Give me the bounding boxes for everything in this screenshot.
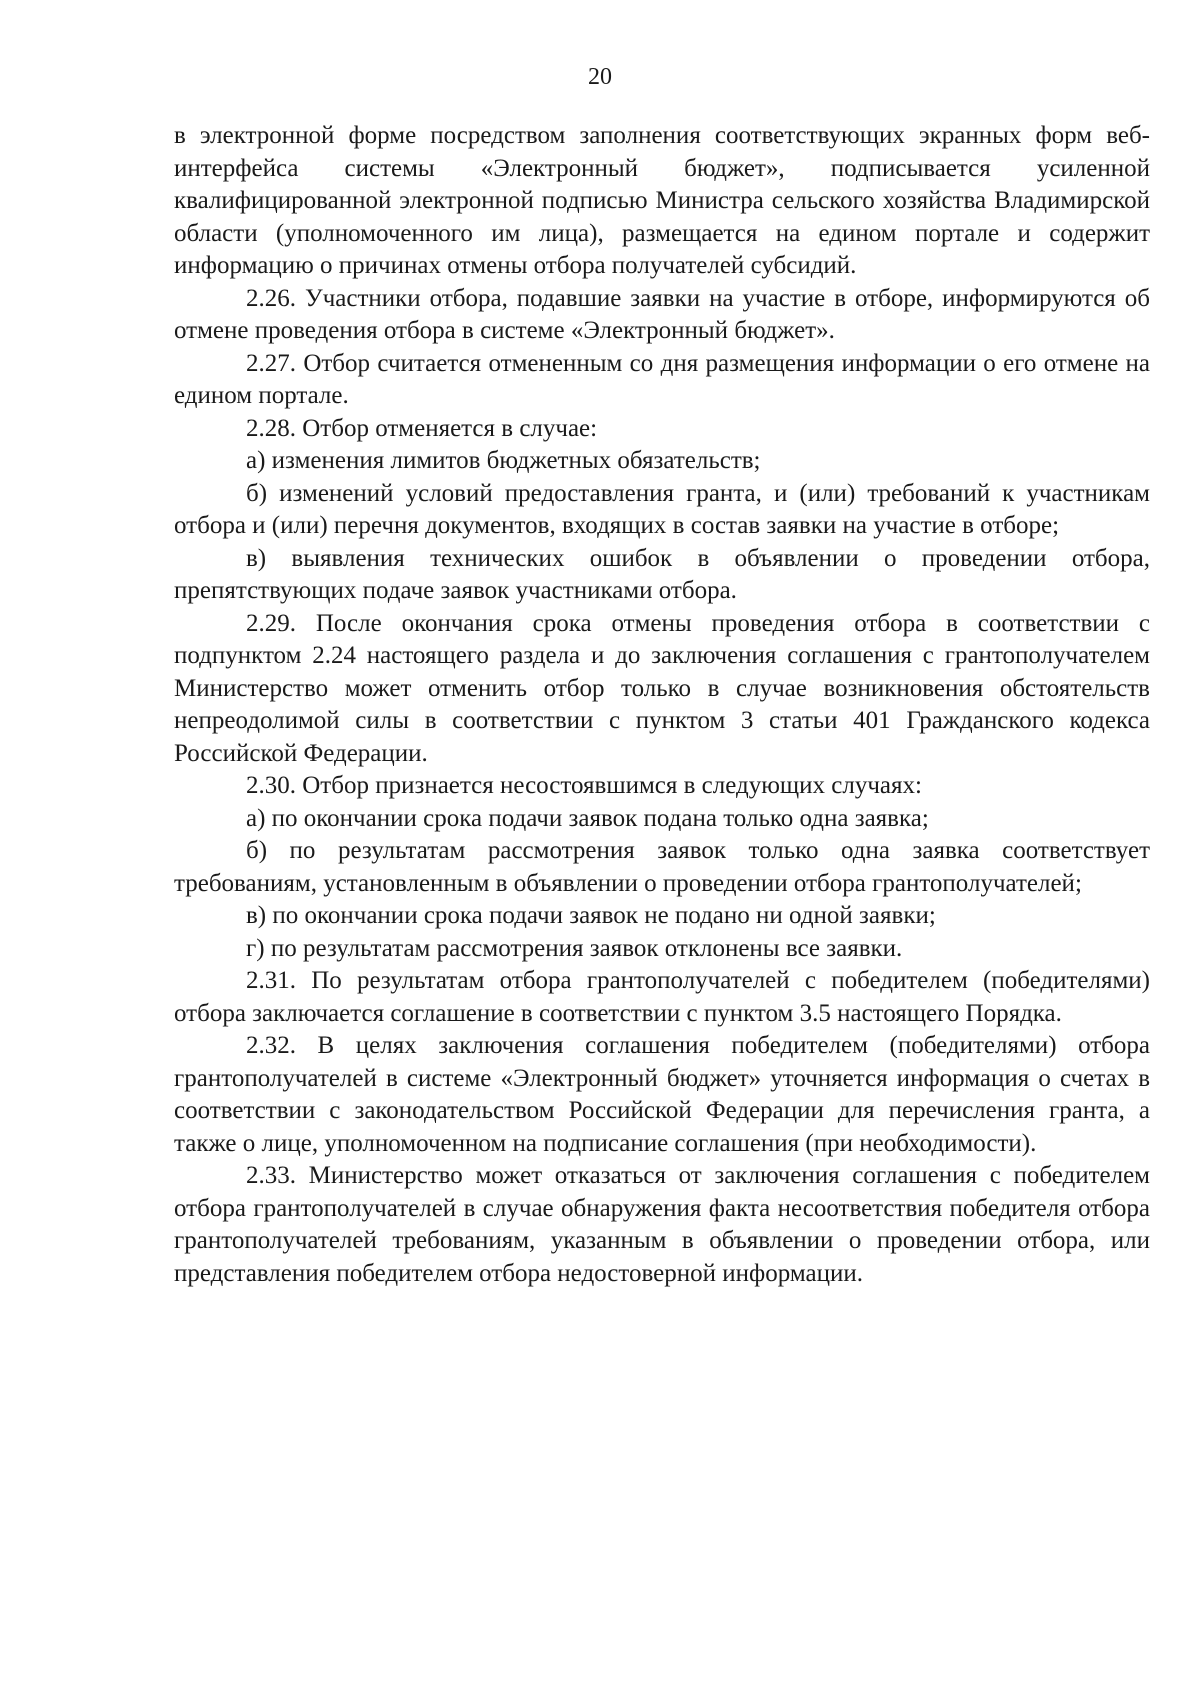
paragraph-2-28-b: б) изменений условий предоставления гранта, и (или) требований к участникам отбора и (или) перечня документов, входящих в состав заявки на участие в отборе; [174,479,1150,539]
paragraph-2-26: 2.26. Участники отбора, подавшие заявки на участие в отборе, информируются об отмене проведения отбора в системе «Электронный бюджет». [174,284,1150,344]
paragraph-2-30: 2.30. Отбор признается несостоявшимся в следующих случаях: [246,772,922,799]
paragraph-2-30-a: а) по окончании срока подачи заявок подана только одна заявка; [246,804,929,832]
paragraph-2-28: 2.28. Отбор отменяется в случае: [246,414,598,442]
paragraph-2-33: 2.33. Министерство может отказаться от заключения соглашения с победителем отбора грантополучателей в случае обнаружения факта несоответствия победителя отбора грантополучателей требованиям, указанным в объявлении о проведении отбора, или представления победителем отбора недостоверной информации. [174,1162,1150,1287]
paragraph-2-32: 2.32. В целях заключения соглашения победителем (победителями) отбора грантополучателей в системе «Электронный бюджет» уточняется информация о счетах в соответствии с законодательством Российской Федерации для перечисления гранта, а также о лице, уполномоченном на подписание соглашения (при необходимости). [174,1032,1150,1157]
paragraph-2-27: 2.27. Отбор считается отмененным со дня размещения информации о его отмене на едином портале. [174,349,1150,409]
paragraph-2-30-b: б) по результатам рассмотрения заявок только одна заявка соответствует требованиям, установленным в объявлении о проведении отбора грантополучателей; [174,837,1150,897]
paragraph-2-28-v: в) выявления технических ошибок в объявлении о проведении отбора, препятствующих подаче заявок участниками отбора. [174,544,1150,604]
paragraph-2-29: 2.29. После окончания срока отмены проведения отбора в соответствии с подпунктом 2.24 настоящего раздела и до заключения соглашения с грантополучателем Министерство может отменить отбор только в случае возникновения обстоятельств непреодолимой силы в соответствии с пунктом 3 статьи 401 Гражданского кодекса Российской Федерации. [174,609,1150,767]
document-body [174,120,1150,1290]
paragraph-2-31: 2.31. По результатам отбора грантополучателей с победителем (победителями) отбора заключается соглашение в соответствии с пунктом 3.5 настоящего Порядка. [174,967,1150,1027]
paragraph-2-30-g: г) по результатам рассмотрения заявок отклонены все заявки. [246,934,903,962]
paragraph-cancellation-notice: в электронной форме посредством заполнения соответствующих экранных форм веб-интерфейса системы «Электронный бюджет», подписывается усиленной квалифицированной электронной подписью Министра сельского хозяйства Владимирской области (уполномоченного им лица), размещается на едином портале и содержит информацию о причинах отмены отбора получателей субсидий. [174,122,1150,279]
paragraph-2-28-a: а) изменения лимитов бюджетных обязательств; [246,447,761,474]
paragraph-2-30-v: в) по окончании срока подачи заявок не подано ни одной заявки; [246,902,936,929]
page-number: 20 [588,64,612,90]
